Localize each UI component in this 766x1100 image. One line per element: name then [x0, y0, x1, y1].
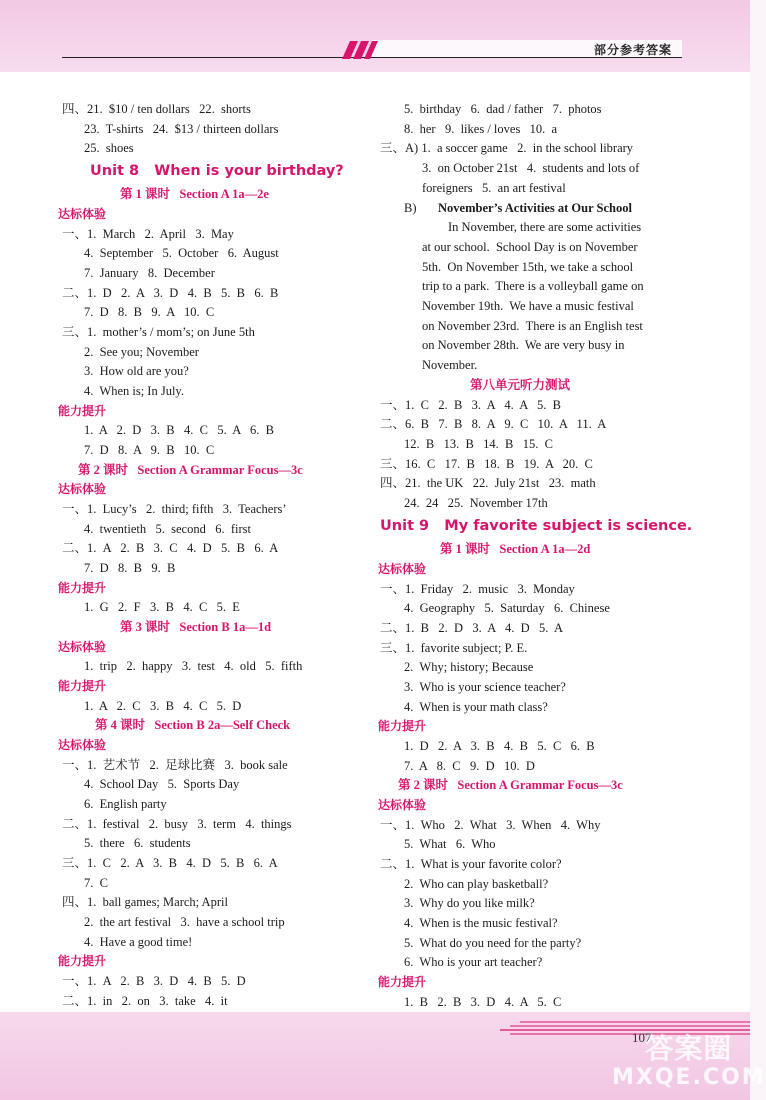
- watermark-text: 答案圈: [645, 1032, 733, 1065]
- answer-line: 一、1. 艺术节 2. 足球比赛 3. book sale: [62, 758, 288, 772]
- answer-line: foreigners 5. an art festival: [422, 181, 566, 195]
- practice-label: 达标体验: [58, 207, 107, 221]
- answer-line: 一、1. A 2. B 3. D 4. B 5. D: [62, 974, 246, 988]
- answer-line: 7. D 8. B 9. B: [84, 561, 176, 575]
- passage-line: on November 23rd. There is an English test: [422, 319, 643, 333]
- answer-line: 四、1. ball games; March; April: [62, 895, 228, 909]
- answer-line: 5. birthday 6. dad / father 7. photos: [404, 102, 602, 116]
- answer-line: 7. D 8. A 9. B 10. C: [84, 443, 215, 457]
- answer-line: 1. trip 2. happy 3. test 4. old 5. fifth: [84, 659, 303, 673]
- section-heading: 第 2 课时 Section A Grammar Focus—3c: [78, 463, 303, 477]
- answer-line: 二、1. festival 2. busy 3. term 4. things: [62, 817, 292, 831]
- passage-line: trip to a park. There is a volleyball game on: [422, 279, 644, 293]
- answer-page: [0, 72, 750, 1012]
- answer-line: 8. her 9. likes / loves 10. a: [404, 122, 558, 136]
- improvement-label: 能力提升: [58, 581, 107, 595]
- answer-line: 4. When is; In July.: [84, 384, 184, 398]
- answer-line: 5. there 6. students: [84, 836, 191, 850]
- improvement-label: 能力提升: [378, 975, 427, 989]
- answer-line: 24. 24 25. November 17th: [404, 496, 548, 510]
- answer-line: 2. the art festival 3. have a school trip: [84, 915, 285, 929]
- answer-line: 一、1. Lucy’s 2. third; fifth 3. Teachers’: [62, 502, 287, 516]
- section-heading: 第 1 课时 Section A 1a—2d: [440, 542, 591, 556]
- passage-line: at our school. School Day is on November: [422, 240, 638, 254]
- section-heading: 第 4 课时 Section B 2a—Self Check: [95, 718, 291, 732]
- answer-line: 三、1. mother’s / mom’s; on June 5th: [62, 325, 255, 339]
- answer-line: 1. B 2. B 3. D 4. A 5. C: [404, 995, 562, 1009]
- header-title: 部分参考答案: [593, 43, 672, 57]
- header-stripes-decoration: [336, 40, 382, 60]
- watermark-url: MXQE.COM: [612, 1065, 766, 1090]
- answer-line: 7. D 8. B 9. A 10. C: [84, 305, 215, 319]
- answer-line: B): [404, 201, 417, 215]
- unit-8-title: Unit 8 When is your birthday?: [90, 163, 344, 179]
- answer-line: 7. January 8. December: [84, 266, 215, 280]
- answer-line: 3. on October 21st 4. students and lots of: [422, 161, 640, 175]
- passage-line: November.: [422, 358, 478, 372]
- answer-line: 三、1. C 2. A 3. B 4. D 5. B 6. A: [62, 856, 278, 870]
- unit-9-title: Unit 9 My favorite subject is science.: [380, 518, 693, 534]
- answer-line: 6. Who is your art teacher?: [404, 955, 543, 969]
- answer-line: 4. Geography 5. Saturday 6. Chinese: [404, 601, 610, 615]
- answer-line: 三、A) 1. a soccer game 2. in the school library: [380, 141, 634, 155]
- practice-label: 达标体验: [58, 738, 107, 752]
- answer-line: 一、1. Who 2. What 3. When 4. Why: [380, 818, 601, 832]
- answer-line: 三、16. C 17. B 18. B 19. A 20. C: [380, 457, 593, 471]
- answer-line: 1. D 2. A 3. B 4. B 5. C 6. B: [404, 739, 595, 753]
- answer-line: 1. A 2. D 3. B 4. C 5. A 6. B: [84, 423, 274, 437]
- passage-line: on November 28th. We are very busy in: [422, 338, 625, 352]
- answer-line: 4. When is the music festival?: [404, 916, 558, 930]
- answer-line: 4. When is your math class?: [404, 700, 548, 714]
- answer-line: 5. What do you need for the party?: [404, 936, 582, 950]
- answer-line: 3. How old are you?: [84, 364, 189, 378]
- section-heading: 第 1 课时 Section A 1a—2e: [120, 187, 269, 201]
- watermark: [612, 1033, 766, 1091]
- answer-line: 25. shoes: [84, 141, 134, 155]
- passage-line: November 19th. We have a music festival: [422, 299, 634, 313]
- answer-line: 3. Who is your science teacher?: [404, 680, 566, 694]
- answer-line: 2. Why; history; Because: [404, 660, 534, 674]
- improvement-label: 能力提升: [58, 679, 107, 693]
- answer-line: 二、1. What is your favorite color?: [380, 857, 562, 871]
- passage-title: November’s Activities at Our School: [438, 201, 632, 215]
- answer-line: 四、21. $10 / ten dollars 22. shorts: [62, 102, 251, 116]
- answer-line: 23. T-shirts 24. $13 / thirteen dollars: [84, 122, 279, 136]
- answer-line: 12. B 13. B 14. B 15. C: [404, 437, 553, 451]
- answer-line: 7. C: [84, 876, 108, 890]
- practice-label: 达标体验: [58, 482, 107, 496]
- answer-line: 二、1. A 2. B 3. C 4. D 5. B 6. A: [62, 541, 279, 555]
- improvement-label: 能力提升: [58, 954, 107, 968]
- answer-line: 2. Who can play basketball?: [404, 877, 549, 891]
- answer-line: 一、1. March 2. April 3. May: [62, 227, 234, 241]
- answer-line: 4. twentieth 5. second 6. first: [84, 522, 251, 536]
- answer-line: 1. A 2. C 3. B 4. C 5. D: [84, 699, 242, 713]
- answer-line: 二、1. B 2. D 3. A 4. D 5. A: [380, 621, 564, 635]
- answer-line: 二、1. in 2. on 3. take 4. it: [62, 994, 228, 1008]
- answer-line: 二、6. B 7. B 8. A 9. C 10. A 11. A: [380, 417, 607, 431]
- answer-line: 2. See you; November: [84, 345, 199, 359]
- practice-label: 达标体验: [58, 640, 107, 654]
- listening-test-title: 第八单元听力测试: [470, 378, 571, 392]
- answer-line: 3. Why do you like milk?: [404, 896, 535, 910]
- passage-line: In November, there are some activities: [448, 220, 642, 234]
- answer-line: 4. Have a good time!: [84, 935, 193, 949]
- answer-line: 7. A 8. C 9. D 10. D: [404, 759, 535, 773]
- practice-label: 达标体验: [378, 798, 427, 812]
- answer-line: 一、1. C 2. B 3. A 4. A 5. B: [380, 398, 561, 412]
- improvement-label: 能力提升: [58, 404, 107, 418]
- answer-line: 5. What 6. Who: [404, 837, 496, 851]
- answer-line: 四、21. the UK 22. July 21st 23. math: [380, 476, 596, 490]
- improvement-label: 能力提升: [378, 719, 427, 733]
- section-heading: 第 2 课时 Section A Grammar Focus—3c: [398, 778, 623, 792]
- passage-line: 5th. On November 15th, we take a school: [422, 260, 634, 274]
- answer-line: 三、1. favorite subject; P. E.: [380, 641, 528, 655]
- answer-line: 4. School Day 5. Sports Day: [84, 777, 240, 791]
- answer-line: 4. September 5. October 6. August: [84, 246, 279, 260]
- answer-line: 6. English party: [84, 797, 167, 811]
- section-heading: 第 3 课时 Section B 1a—1d: [120, 620, 272, 634]
- page-number: 107: [632, 1030, 652, 1045]
- practice-label: 达标体验: [378, 562, 427, 576]
- answer-line: 二、1. D 2. A 3. D 4. B 5. B 6. B: [62, 286, 279, 300]
- header-band: [0, 0, 750, 72]
- answer-line: 一、1. Friday 2. music 3. Monday: [380, 582, 575, 596]
- answer-line: 1. G 2. F 3. B 4. C 5. E: [84, 600, 240, 614]
